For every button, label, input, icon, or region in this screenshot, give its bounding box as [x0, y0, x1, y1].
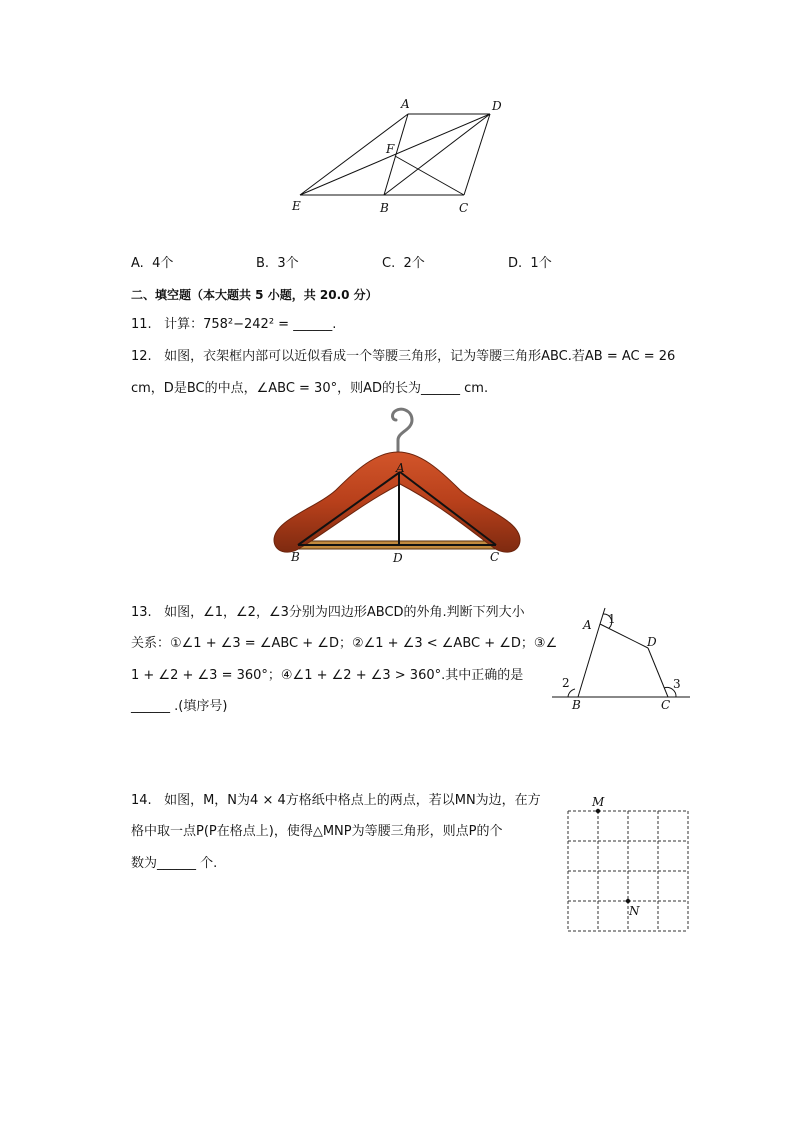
option-c-value: 2个: [403, 256, 425, 271]
q13-line4: ______ .(填序号): [131, 699, 228, 714]
label-B: B: [380, 201, 389, 215]
q14-line2: 格中取一点P(P在格点上)，使得△MNP为等腰三角形，则点P的个: [131, 824, 503, 839]
q14-line3: 数为______ 个.: [131, 856, 218, 871]
quad-label-C: C: [661, 698, 671, 712]
q12-line2: cm，D是BC的中点，∠ABC = 30°，则AD的长为______ cm.: [131, 381, 489, 396]
quad-label-A: A: [583, 618, 592, 632]
hanger-label-A: A: [396, 461, 405, 475]
grid-label-N: N: [629, 904, 640, 918]
option-b-value: 3个: [277, 256, 299, 271]
grid-label-M: M: [592, 795, 605, 809]
quad-label-1: 1: [608, 612, 616, 626]
q12-number: 12.: [131, 349, 152, 364]
label-E: E: [292, 199, 301, 213]
option-c-letter: C.: [382, 256, 396, 271]
hanger-label-C: C: [490, 550, 500, 564]
q11-text: 计算：758²−242² = ______.: [164, 317, 337, 332]
q14-number: 14.: [131, 793, 152, 808]
q13-number: 13.: [131, 605, 152, 620]
label-A: A: [401, 97, 410, 111]
quad-label-3: 3: [673, 677, 681, 691]
q13-line1: 如图，∠1，∠2，∠3分别为四边形ABCD的外角.判断下列大小: [164, 605, 525, 620]
q13-line2: 关系：①∠1 + ∠3 = ∠ABC + ∠D；②∠1 + ∠3 < ∠ABC + ∠D；③∠: [131, 636, 558, 651]
option-a-letter: A.: [131, 256, 144, 271]
label-C: C: [459, 201, 469, 215]
quad-label-2: 2: [562, 676, 570, 690]
point-M: [596, 809, 600, 813]
quad-label-B: B: [572, 698, 581, 712]
q12-line1: 如图，衣架框内部可以近似看成一个等腰三角形，记为等腰三角形ABC.若AB = AC = 26: [164, 349, 676, 364]
option-b-letter: B.: [256, 256, 270, 271]
point-N: [626, 899, 630, 903]
option-d-letter: D.: [508, 256, 523, 271]
q14-line1: 如图，M，N为4 × 4方格纸中格点上的两点，若以MN为边，在方: [164, 793, 541, 808]
q13-line3: 1 + ∠2 + ∠3 = 360°；④∠1 + ∠2 + ∠3 > 360°.其中正确的是: [131, 668, 524, 683]
hanger-label-D: D: [393, 551, 403, 565]
label-D: D: [492, 99, 502, 113]
section-header: 二、填空题（本大题共 5 小题，共 20.0 分）: [131, 288, 378, 302]
label-F: F: [386, 142, 395, 156]
quad-label-D: D: [647, 635, 657, 649]
hanger-label-B: B: [291, 550, 300, 564]
option-a-value: 4个: [152, 256, 174, 271]
q11-number: 11.: [131, 317, 152, 332]
option-d-value: 1个: [530, 256, 552, 271]
